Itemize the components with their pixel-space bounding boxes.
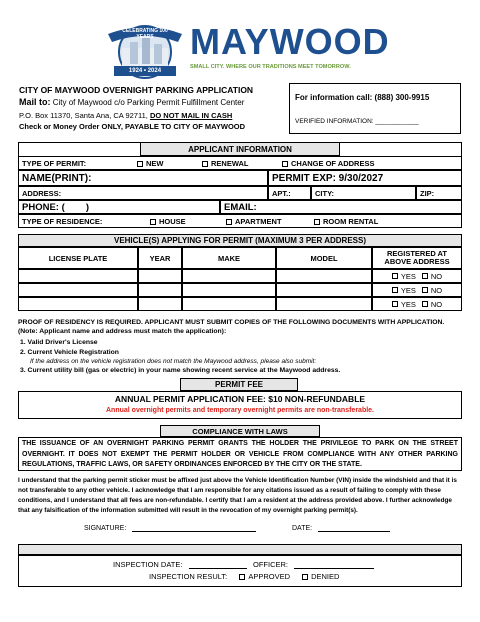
checkbox-icon[interactable] <box>422 287 428 293</box>
col-label: MODEL <box>310 253 338 263</box>
checkbox-icon[interactable] <box>422 273 428 279</box>
yes-label: YES <box>400 271 416 281</box>
type-of-permit-row <box>18 156 462 170</box>
fee-note: Annual overnight permits and temporary overnight permits are non-transferable. <box>106 407 374 414</box>
option-label: HOUSE <box>159 216 186 226</box>
officer-row <box>253 560 374 569</box>
residence-room-option[interactable] <box>314 217 378 226</box>
zip-field[interactable] <box>416 186 462 200</box>
yes-label: YES <box>400 299 416 309</box>
office-shaded-bar <box>18 544 462 555</box>
checkbox-icon[interactable] <box>282 161 288 167</box>
po-box-text: P.O. Box 11370, Santa Ana, CA 92711, <box>19 111 148 120</box>
info-box <box>289 83 461 134</box>
residence-apartment-option[interactable] <box>226 217 314 226</box>
email-label: EMAIL: <box>224 201 257 213</box>
applicant-header: APPLICANT INFORMATION <box>140 142 340 156</box>
vehicle-plate-input[interactable] <box>18 297 138 311</box>
inspection-result-label: INSPECTION RESULT: <box>149 572 228 581</box>
vehicles-header: VEHICLE(S) APPLYING FOR PERMIT (MAXIMUM 3 PER ADDRESS) <box>18 234 462 247</box>
apt-label: APT.: <box>272 188 291 198</box>
type-of-permit-label: TYPE OF PERMIT: <box>22 158 87 168</box>
col-make <box>182 247 276 269</box>
mail-to <box>19 97 244 107</box>
logo-name: MAYWOOD <box>190 21 390 62</box>
vehicle-model-input[interactable] <box>276 269 372 283</box>
logo-ribbon-text: CELEBRATING 100 YEARS <box>122 28 168 40</box>
checkbox-icon[interactable] <box>314 219 320 225</box>
checkbox-icon[interactable] <box>392 287 398 293</box>
date-line[interactable] <box>318 531 390 532</box>
vehicle-registered-choice <box>372 269 462 283</box>
phone-field[interactable] <box>18 200 220 214</box>
option-label: CHANGE OF ADDRESS <box>291 158 375 168</box>
vehicle-plate-input[interactable] <box>18 269 138 283</box>
office-box <box>18 555 462 587</box>
option-label: APARTMENT <box>235 216 282 226</box>
vehicle-make-input[interactable] <box>182 269 276 283</box>
residence-house-option[interactable] <box>150 217 226 226</box>
date-label: DATE: <box>292 525 313 532</box>
denied-label: DENIED <box>311 572 340 581</box>
proof-item-1: 1. Valid Driver's License <box>20 339 98 346</box>
col-label: LICENSE PLATE <box>48 253 108 263</box>
permit-change-option[interactable] <box>282 159 374 168</box>
mail-to-label: Mail to: <box>19 97 51 107</box>
option-label: ROOM RENTAL <box>323 216 379 226</box>
certification-text: I understand that the parking permit sticker must be affixed just above the Vehicle Identification Number (VIN) inside the windshield and that it is not transferable to any other vehicle. I acknowledge that I am responsible for any citations issued as a result of failing to comply with these conditions, and I understand that all fees are non-refundable. I certify that I am a resident at the address provided above. I further acknowledge that any falsification of the information submitted will result in the revocation of my overnight parking permit(s). <box>18 477 457 514</box>
inspection-date-label: INSPECTION DATE: <box>113 560 183 569</box>
col-label: REGISTERED AT ABOVE ADDRESS <box>384 249 450 266</box>
approved-label: APPROVED <box>248 572 290 581</box>
page-title: CITY OF MAYWOOD OVERNIGHT PARKING APPLICATION <box>19 85 254 95</box>
address-label: ADDRESS: <box>22 188 62 198</box>
residence-row <box>18 214 462 228</box>
col-license-plate <box>18 247 138 269</box>
city-field[interactable] <box>311 186 416 200</box>
mail-to-address: City of Maywood c/o Parking Permit Fulfillment Center <box>52 98 245 107</box>
permit-exp-field <box>268 170 462 186</box>
col-label: YEAR <box>149 253 171 263</box>
checkbox-icon[interactable] <box>137 161 143 167</box>
vehicle-plate-input[interactable] <box>18 283 138 297</box>
col-registered <box>372 247 462 269</box>
compliance-header: COMPLIANCE WITH LAWS <box>160 425 320 437</box>
vehicle-registered-choice <box>372 297 462 311</box>
address-field[interactable] <box>18 186 268 200</box>
col-year <box>138 247 182 269</box>
no-label: NO <box>430 271 443 281</box>
vehicle-table <box>18 247 462 311</box>
logo-tagline: SMALL CITY. WHERE OUR TRADITIONS MEET TOMORROW. <box>190 64 351 70</box>
vehicle-year-input[interactable] <box>138 269 182 283</box>
checkbox-icon[interactable] <box>392 273 398 279</box>
residence-label: TYPE OF RESIDENCE: <box>22 216 103 226</box>
po-box <box>19 111 232 120</box>
proof-item-2: 2. Current Vehicle Registration <box>20 349 119 356</box>
apt-field[interactable] <box>268 186 311 200</box>
compliance-box <box>18 437 462 471</box>
permit-exp-label: PERMIT EXP: 9/30/2027 <box>272 172 384 184</box>
vehicle-year-input[interactable] <box>138 297 182 311</box>
vehicle-model-input[interactable] <box>276 283 372 297</box>
checkbox-icon[interactable] <box>239 574 245 580</box>
checkbox-icon[interactable] <box>150 219 156 225</box>
proof-item-2-note: If the address on the vehicle registration does not match the Maywood address, please also submit: <box>30 358 317 365</box>
phone-label: PHONE: ( ) <box>22 201 90 213</box>
checkbox-icon[interactable] <box>226 219 232 225</box>
col-label: MAKE <box>217 253 241 263</box>
vehicle-model-input[interactable] <box>276 297 372 311</box>
verified-info: VERIFIED INFORMATION: ____________ <box>295 118 419 125</box>
vehicle-registered-choice <box>372 283 462 297</box>
checkbox-icon[interactable] <box>202 161 208 167</box>
permit-renewal-option[interactable] <box>202 159 282 168</box>
compliance-text: THE ISSUANCE OF AN OVERNIGHT PARKING PERMIT GRANTS THE HOLDER THE PRIVILEGE TO PARK ON THE STREET OVERNIGHT. IT DOES NOT EXEMPT THE PERMIT HOLDER OR VEHICLE FROM COMPLIANCE WITH ANY OTHER PARKING REGULATIONS, TRAFFIC LAWS, OR SAFETY ORDINANCES ENFORCED BY THE CITY OR THE STATE. <box>22 440 458 468</box>
zip-label: ZIP: <box>420 188 435 198</box>
payment-note: Check or Money Order ONLY, PAYABLE TO CITY OF MAYWOOD <box>19 122 246 131</box>
name-label: NAME(PRINT): <box>22 172 92 184</box>
signature-row <box>84 525 256 532</box>
email-field[interactable] <box>220 200 462 214</box>
checkbox-icon[interactable] <box>392 301 398 307</box>
name-field[interactable] <box>18 170 268 186</box>
signature-label: SIGNATURE: <box>84 525 127 532</box>
fee-amount: ANNUAL PERMIT APPLICATION FEE: $10 NON-REFUNDABLE <box>114 394 366 404</box>
fee-box <box>18 391 462 419</box>
officer-line[interactable] <box>294 568 374 569</box>
vehicle-make-input[interactable] <box>182 283 276 297</box>
inspection-result-row <box>149 572 339 581</box>
info-phone: For information call: (888) 300-9915 <box>295 93 430 102</box>
checkbox-icon[interactable] <box>422 301 428 307</box>
permit-new-option[interactable] <box>137 159 202 168</box>
col-model <box>276 247 372 269</box>
maywood-logo <box>104 21 390 82</box>
fee-header: PERMIT FEE <box>180 378 298 391</box>
yes-label: YES <box>400 285 416 295</box>
inspection-date-row <box>113 560 247 569</box>
no-label: NO <box>430 285 443 295</box>
option-label: NEW <box>146 158 164 168</box>
option-label: RENEWAL <box>211 158 249 168</box>
no-cash-warning: DO NOT MAIL IN CASH <box>149 111 233 120</box>
proof-item-3: 3. Current utility bill (gas or electric) in your name showing recent service at the Maywood address. <box>20 367 341 374</box>
logo-years: 1924 • 2024 <box>128 68 162 74</box>
no-label: NO <box>430 299 443 309</box>
date-row <box>292 525 390 532</box>
signature-line[interactable] <box>132 531 256 532</box>
officer-label: OFFICER: <box>253 560 288 569</box>
proof-intro: PROOF OF RESIDENCY IS REQUIRED. APPLICANT MUST SUBMIT COPIES OF THE FOLLOWING DOCUMENTS WITH APPLICATION. (Note: Applicant name and address must match the application): <box>18 319 445 335</box>
vehicle-year-input[interactable] <box>138 283 182 297</box>
city-label: CITY: <box>315 188 335 198</box>
inspection-date-line[interactable] <box>189 568 247 569</box>
vehicle-make-input[interactable] <box>182 297 276 311</box>
checkbox-icon[interactable] <box>302 574 308 580</box>
